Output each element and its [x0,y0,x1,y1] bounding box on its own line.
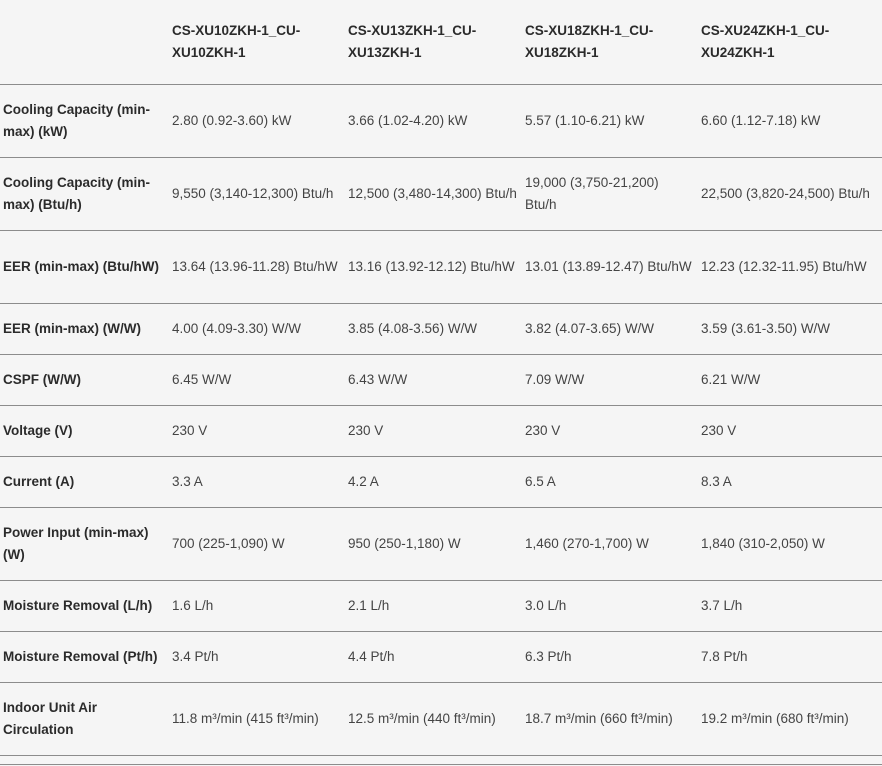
table-cell: 13.16 (13.92-12.12) Btu/hW [348,259,515,274]
table-cell: 19,000 (3,750-21,200) Btu/h [525,175,659,212]
table-cell: 3.66 (1.02-4.20) kW [348,113,468,128]
table-cell: 18.7 m³/min (660 ft³/min) [525,711,673,726]
table-cell: 19.2 m³/min (680 ft³/min) [701,711,849,726]
table-cell: 11.8 m³/min (415 ft³/min) [172,711,319,726]
table-cell: 2.80 (0.92-3.60) kW [172,113,292,128]
table-cell: 12.5 m³/min (440 ft³/min) [348,711,496,726]
row-label: Moisture Removal (Pt/h) [3,649,158,664]
row-label: Indoor Unit Air Circulation [3,700,97,737]
table-row [0,158,882,231]
row-label: Cooling Capacity (min-max) (kW) [3,102,151,139]
table-cell: 3.0 L/h [525,598,567,613]
table-cell: 12.23 (12.32-11.95) Btu/hW [701,259,867,274]
table-cell: 230 V [701,423,737,438]
row-label: EER (min-max) (W/W) [3,321,141,336]
table-cell: 6.5 A [525,474,556,489]
table-cell: 13.64 (13.96-11.28) Btu/hW [172,259,338,274]
table-cell: 13.01 (13.89-12.47) Btu/hW [525,259,692,274]
table-cell: 1,840 (310-2,050) W [701,536,825,551]
table-cell: 230 V [172,423,208,438]
table-header-row [0,0,882,85]
table-cell: 3.7 L/h [701,598,743,613]
table-cell: 230 V [525,423,561,438]
table-cell: 4.2 A [348,474,379,489]
model-header: CS-XU18ZKH-1_CU-XU18ZKH-1 [525,23,654,60]
table-cell: 950 (250-1,180) W [348,536,461,551]
table-cell: 9,550 (3,140-12,300) Btu/h [172,186,334,201]
row-label: Voltage (V) [3,423,73,438]
table-cell: 3.59 (3.61-3.50) W/W [701,321,831,336]
table-cell: 6.43 W/W [348,372,408,387]
table-cell: 2.1 L/h [348,598,390,613]
table-cell: 700 (225-1,090) W [172,536,285,551]
table-cell: 8.3 A [701,474,732,489]
table-cell: 6.3 Pt/h [525,649,572,664]
table-row [0,457,882,508]
table-cell: 1,460 (270-1,700) W [525,536,649,551]
table-bottom-divider [0,756,882,765]
table-cell: 7.09 W/W [525,372,585,387]
model-header: CS-XU24ZKH-1_CU-XU24ZKH-1 [701,23,830,60]
table-row [0,632,882,683]
table-cell: 1.6 L/h [172,598,214,613]
model-header: CS-XU13ZKH-1_CU-XU13ZKH-1 [348,23,477,60]
table-cell: 7.8 Pt/h [701,649,748,664]
table-row [0,508,882,581]
table-cell: 22,500 (3,820-24,500) Btu/h [701,186,870,201]
table-cell: 6.21 W/W [701,372,761,387]
table-cell: 6.45 W/W [172,372,232,387]
row-label: Current (A) [3,474,75,489]
table-cell: 230 V [348,423,384,438]
table-cell: 4.00 (4.09-3.30) W/W [172,321,302,336]
table-cell: 5.57 (1.10-6.21) kW [525,113,645,128]
table-row [0,406,882,457]
table-row [0,683,882,756]
table-row [0,581,882,632]
table-cell: 6.60 (1.12-7.18) kW [701,113,821,128]
table-row [0,85,882,158]
table-cell: 3.82 (4.07-3.65) W/W [525,321,655,336]
table-row [0,231,882,304]
row-label: CSPF (W/W) [3,372,81,387]
table-cell: 3.85 (4.08-3.56) W/W [348,321,478,336]
row-label: EER (min-max) (Btu/hW) [3,259,159,274]
row-label: Power Input (min-max) (W) [3,525,149,562]
table-cell: 3.3 A [172,474,203,489]
table-cell: 12,500 (3,480-14,300) Btu/h [348,186,517,201]
table-row [0,304,882,355]
table-row [0,355,882,406]
model-header: CS-XU10ZKH-1_CU-XU10ZKH-1 [172,23,301,60]
table-cell: 3.4 Pt/h [172,649,219,664]
table-cell: 4.4 Pt/h [348,649,395,664]
row-label: Moisture Removal (L/h) [3,598,153,613]
row-label: Cooling Capacity (min-max) (Btu/h) [3,175,151,212]
